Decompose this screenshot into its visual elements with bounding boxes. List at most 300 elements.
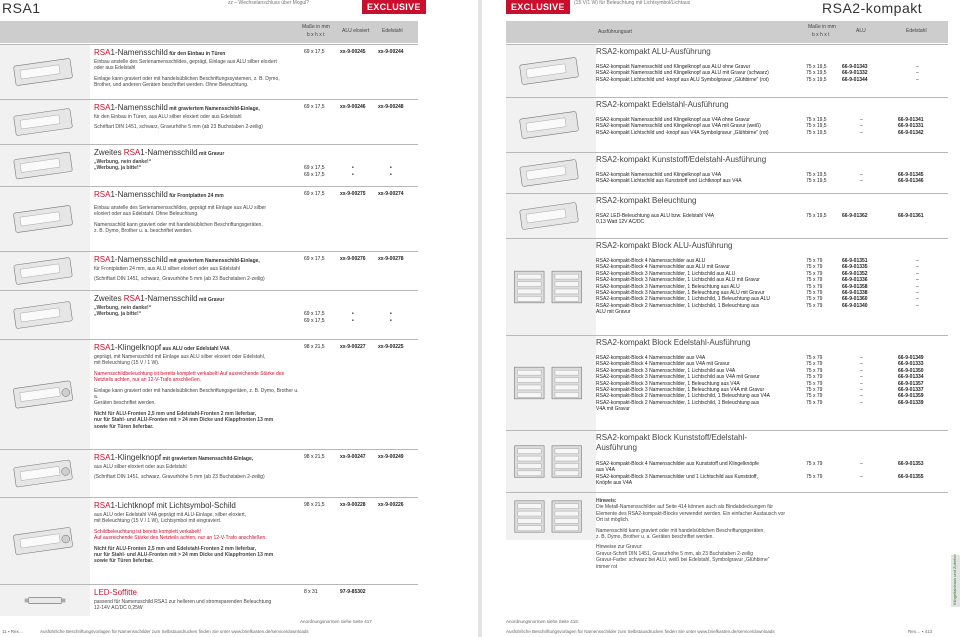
note-line: Gravur-Farbe: schwarz bei ALU, weiß bei Edelstahl, Symbolgravur „Glühbirne“ bbox=[596, 557, 770, 564]
product-image bbox=[506, 239, 596, 335]
footer-page-number: 11 ▪ Rex… bbox=[2, 629, 24, 634]
description-line: für den Einbau in Türen, aus ALU silber eloxiert oder aus Edelstahl bbox=[94, 114, 242, 120]
variant-description: ALU mit Gravur bbox=[596, 309, 631, 316]
note-line: Hinweise zur Gravur: bbox=[596, 544, 643, 551]
title-rest: 1-Namensschild bbox=[140, 294, 198, 303]
dimension-cell: 75 x 79 bbox=[806, 302, 823, 309]
article-number-cell: 66-9-01346 bbox=[898, 178, 924, 185]
description-line: mit Beleuchtung (15 V / 1 W). bbox=[94, 360, 160, 367]
variant-description: RSA2 LED-Beleuchtung aus ALU bzw. Edelstahl V4A bbox=[596, 213, 715, 219]
article-number-cell: 66-9-01337 bbox=[898, 387, 924, 393]
dimension-cell: 75 x 79 bbox=[806, 290, 823, 296]
dimension-cell: 75 x 79 bbox=[806, 277, 823, 284]
footer-note: Anordnungsnormen siehe Seite 418. bbox=[506, 619, 580, 624]
article-number-cell: xx-9-00249 bbox=[378, 454, 404, 460]
section-heading-line2: Ausführung bbox=[596, 443, 637, 452]
title-suffix: mit graviertem Namensschild-Einlage, bbox=[167, 106, 260, 112]
dimension-cell: 98 x 21,5 bbox=[304, 502, 325, 508]
title-prefix: RSA bbox=[94, 255, 111, 264]
article-number-cell: – bbox=[860, 367, 863, 374]
article-number-cell: xx-9-00248 bbox=[378, 104, 404, 110]
variant-description: RSA2-kompakt-Block 4 Namensschilder aus Kunststoff und Klingelknöpfe bbox=[596, 461, 760, 467]
variant-description: RSA2-kompakt-Block 3 Namensschilder, 1 Beleuchtung aus V4A bbox=[596, 380, 740, 387]
variant-description: RSA2-kompakt-Block 4 Namensschilder aus V4A bbox=[596, 355, 706, 361]
variant-description: Knöpfe aus V4A bbox=[596, 480, 633, 487]
product-image bbox=[0, 45, 90, 99]
description-line: aus ALU silber eloxiert oder aus Edelstahl bbox=[94, 464, 187, 470]
description-line: sowie für Türen lieferbar. bbox=[94, 558, 154, 565]
title-suffix: mit Gravur bbox=[197, 297, 225, 303]
product-thumbnail bbox=[0, 187, 90, 251]
product-image bbox=[0, 340, 90, 449]
product-image bbox=[506, 431, 596, 492]
article-number-cell: • bbox=[352, 318, 354, 324]
variant-description: RSA2-kompakt-Block 3 Namensschilder, 1 Beleuchtung aus ALU bbox=[596, 283, 740, 290]
dimension-cell: 75 x 79 bbox=[806, 399, 823, 406]
footer-downloads: Ausführliche Beschriftungsvorlagen für Namensschilder zum Selbstausdrucken finden Sie unter www.briefkasten.de/service/downloads bbox=[506, 629, 775, 634]
title-suffix: mit graviertem Namensschild-Einlage, bbox=[161, 456, 254, 462]
description-line: Einlage kann graviert oder mit handelsüblichen Beschriftungssystemen, z. B. Dymo, bbox=[94, 75, 280, 82]
dimension-cell: 69 x 17,5 bbox=[304, 191, 325, 197]
product-image bbox=[0, 291, 90, 339]
col-edelstahl: Edelstahl bbox=[382, 28, 403, 34]
article-number-cell: 66-9-01341 bbox=[898, 117, 924, 123]
heading-text: RSA2-kompakt Block Edelstahl-Ausführung bbox=[596, 338, 751, 347]
product-title bbox=[94, 103, 302, 114]
article-number-cell: • bbox=[390, 311, 392, 317]
article-number-cell: 66-9-01336 bbox=[842, 277, 868, 284]
dimension-cell: 75 x 79 bbox=[806, 283, 823, 290]
variant-description: RSA2-kompakt-Block 3 Namensschilder, 1 Beleuchtung aus ALU mit Gravur bbox=[596, 290, 765, 296]
variant-description: 0,13 Watt 12V AC/DC bbox=[596, 219, 645, 226]
article-number-cell: – bbox=[860, 393, 863, 400]
dimension-cell: 75 x 19,5 bbox=[806, 123, 827, 130]
footer-note: Anordnungsnormen siehe Seite 417 bbox=[300, 619, 372, 624]
variant-description: RSA2-kompakt-Block 3 Namensschilder, 1 Lichtschild aus ALU bbox=[596, 270, 736, 277]
article-number-cell: xx-9-00247 bbox=[340, 454, 366, 460]
dimension-cell: 98 x 21,5 bbox=[304, 454, 325, 460]
article-number-cell: xx-9-00244 bbox=[378, 49, 404, 55]
header-subtitle: zz – Wechselanschluss über Mogul? bbox=[228, 0, 310, 6]
product-thumbnail bbox=[0, 450, 90, 497]
title-prefix: RSA bbox=[94, 343, 111, 352]
product-description bbox=[94, 501, 302, 565]
section-heading bbox=[596, 100, 729, 110]
title-suffix: für Frontplatten 24 mm bbox=[167, 193, 224, 199]
article-number-cell: 66-9-01334 bbox=[898, 374, 924, 381]
description-line: aus ALU oder Edelstahl V4A geprägt mit ALU-Einlage, silber eloxiert, bbox=[94, 512, 247, 518]
article-number-cell: – bbox=[916, 76, 919, 83]
product-image bbox=[506, 194, 596, 238]
article-number-cell: xx-9-00275 bbox=[340, 191, 366, 197]
dimension-cell: 75 x 19,5 bbox=[806, 117, 827, 123]
title-prefix: Zweites bbox=[94, 148, 124, 157]
article-number-cell: • bbox=[352, 165, 354, 171]
article-number-cell: • bbox=[390, 172, 392, 178]
article-number-cell: 66-9-01335 bbox=[842, 264, 868, 271]
variant-description: RSA2-kompakt Lichtschild und -knopf aus V4A Symbolgravur „Glühbirne“ (rot) bbox=[596, 129, 769, 136]
product-title bbox=[94, 588, 302, 599]
col-ausfuehrungsart: Ausführungsart bbox=[598, 29, 632, 35]
article-number-cell: 66-9-01331 bbox=[898, 123, 924, 130]
variant-description: RSA2-kompakt-Block 3 Namensschilder, 1 Lichtschild aus ALU mit Gravur bbox=[596, 277, 760, 284]
title-prefix: RSA bbox=[94, 103, 111, 112]
dimension-cell: 75 x 19,5 bbox=[806, 213, 827, 219]
product-thumbnail bbox=[506, 194, 596, 238]
footer-page-number: Rex… ▪ 413 bbox=[908, 629, 933, 634]
product-section bbox=[0, 186, 418, 251]
section-heading bbox=[596, 241, 733, 251]
article-number-cell: – bbox=[916, 283, 919, 290]
dimension-cell: 98 x 21,5 bbox=[304, 344, 325, 350]
heading-text: RSA2-kompakt Block ALU-Ausführung bbox=[596, 241, 733, 250]
product-description bbox=[94, 190, 302, 235]
heading-text: RSA2-kompakt Beleuchtung bbox=[596, 196, 697, 205]
note-line: immer rot bbox=[596, 563, 618, 570]
product-description bbox=[94, 255, 302, 283]
dimension-cell: 75 x 79 bbox=[806, 258, 823, 264]
title-prefix: RSA bbox=[94, 48, 111, 57]
article-number-cell: 66-9-01350 bbox=[898, 367, 924, 374]
article-number-cell: 97-9-85302 bbox=[340, 589, 366, 595]
note-line: Gravur-Schrift DIN 1451, Gravurhöhe 5 mm, ab 23 Buchstaben 2-zeilig bbox=[596, 550, 754, 557]
variant-description: RSA2-kompakt-Block 2 Namensschilder, 1 Lichtschild, 1 Beleuchtung aus ALU bbox=[596, 296, 770, 303]
chapter-tab[interactable] bbox=[951, 555, 960, 607]
note-line: Namensschild kann graviert oder mit handelsüblichen Beschriftungsgeräten, bbox=[596, 527, 765, 534]
article-number-cell: – bbox=[860, 374, 863, 381]
product-title bbox=[94, 453, 302, 464]
article-number-cell: – bbox=[860, 399, 863, 406]
article-number-cell: 66-9-01343 bbox=[842, 64, 868, 70]
article-number-cell: 66-9-01352 bbox=[842, 270, 868, 277]
title-brand: RSA bbox=[123, 294, 141, 303]
description-line: Nicht für ALU-Fronten 2,5 mm und Edelstahl-Fronten 2 mm lieferbar, bbox=[94, 410, 257, 417]
article-number-cell: 66-9-01357 bbox=[898, 380, 924, 387]
product-section bbox=[0, 144, 418, 186]
section-heading bbox=[596, 433, 747, 443]
article-number-cell: xx-9-00246 bbox=[340, 104, 366, 110]
variant-description: RSA2-kompakt-Block 4 Namensschilder aus ALU bbox=[596, 258, 706, 264]
product-title bbox=[94, 190, 302, 201]
heading-text: RSA2-kompakt ALU-Ausführung bbox=[596, 47, 711, 56]
article-number-cell: 66-9-01342 bbox=[898, 129, 924, 136]
article-number-cell: • bbox=[352, 311, 354, 317]
article-number-cell: xx-9-00227 bbox=[340, 344, 366, 350]
description-line: Netzteils achten, nur an 12-V-Trafo anschließen. bbox=[94, 377, 202, 384]
article-number-cell: • bbox=[352, 172, 354, 178]
article-number-cell: – bbox=[916, 296, 919, 303]
product-section bbox=[0, 339, 418, 449]
product-thumbnail bbox=[506, 336, 596, 430]
product-section bbox=[506, 335, 948, 430]
variant-description: RSA2-kompakt-Block 2 Namensschilder, 1 Lichtschild, 1 Beleuchtung aus bbox=[596, 302, 760, 309]
product-description bbox=[94, 148, 302, 172]
product-image bbox=[0, 187, 90, 251]
dimension-cell: 75 x 19,5 bbox=[806, 129, 827, 136]
article-number-cell: – bbox=[860, 461, 863, 467]
product-section bbox=[0, 449, 418, 497]
title-prefix: RSA bbox=[94, 453, 111, 462]
title-rest: 1-Lichtknopf mit Lichtsymbol-Schild bbox=[110, 501, 236, 510]
article-number-cell: – bbox=[860, 123, 863, 130]
variant-description: RSA2-kompakt Lichtschild aus Kunststoff und Lichtknopf aus V4A bbox=[596, 178, 742, 185]
product-section bbox=[506, 152, 948, 193]
product-section bbox=[506, 44, 948, 97]
dimension-cell: 75 x 79 bbox=[806, 361, 823, 368]
article-number-cell: 66-9-01361 bbox=[898, 213, 924, 219]
description-line: mit Beleuchtung (15 V / 1 W), Lichtsymbol mit eingraviert. bbox=[94, 518, 222, 525]
product-section bbox=[0, 251, 418, 290]
column-header-bar bbox=[0, 21, 418, 43]
product-description bbox=[94, 294, 302, 318]
article-number-cell: – bbox=[916, 302, 919, 309]
title-prefix: RSA bbox=[94, 501, 111, 510]
product-image bbox=[0, 100, 90, 144]
product-thumbnail bbox=[0, 45, 90, 99]
variant-description: RSA2-kompakt-Block 3 Namensschilder, 1 Lichtschild aus V4A bbox=[596, 367, 736, 374]
article-number-cell: xx-9-00226 bbox=[378, 502, 404, 508]
product-image bbox=[506, 493, 596, 540]
dimension-cell: 75 x 19,5 bbox=[806, 70, 827, 77]
product-section bbox=[0, 497, 418, 584]
product-title bbox=[94, 255, 302, 266]
product-image bbox=[0, 498, 90, 584]
article-number-cell: 66-9-01359 bbox=[898, 393, 924, 400]
article-number-cell: • bbox=[390, 318, 392, 324]
title-prefix: RSA bbox=[94, 190, 111, 199]
title-suffix: mit Gravur bbox=[197, 151, 225, 157]
variant-description: aus V4A bbox=[596, 467, 615, 474]
col-alu: ALU eloxiert bbox=[342, 28, 370, 34]
product-thumbnail bbox=[0, 252, 90, 290]
section-heading bbox=[596, 196, 697, 206]
article-number-cell: – bbox=[916, 258, 919, 264]
product-thumbnail bbox=[506, 239, 596, 335]
product-thumbnail bbox=[0, 291, 90, 339]
variant-description: RSA2-kompakt Lichtschild und -knopf aus ALU Symbolgravur „Glühbirne“ (rot) bbox=[596, 76, 769, 83]
heading-text: RSA2-kompakt Block Kunststoff/Edelstahl- bbox=[596, 433, 748, 442]
section-heading bbox=[596, 47, 711, 57]
article-number-cell: • bbox=[390, 165, 392, 171]
description-line: „Werbung, ja bitte!“ bbox=[94, 165, 142, 172]
product-description bbox=[94, 103, 302, 131]
variant-description: RSA2-kompakt-Block 2 Namensschilder, 1 Lichtschild, 1 Beleuchtung aus bbox=[596, 399, 760, 406]
note-line: Ort ist möglich. bbox=[596, 517, 630, 524]
dimension-cell: 75 x 19,5 bbox=[806, 76, 827, 83]
article-number-cell: – bbox=[916, 270, 919, 277]
description-line: Einbau anstelle des Serienamensschildes, geprägt mit Einlage aus ALU silber bbox=[94, 205, 267, 211]
title-rest: 1-Namensschild bbox=[110, 255, 168, 264]
article-number-cell: – bbox=[916, 70, 919, 77]
page-title: RSA2-kompakt bbox=[822, 0, 923, 16]
article-number-cell: – bbox=[860, 178, 863, 185]
article-number-cell: 66-9-01344 bbox=[842, 76, 868, 83]
col-edelstahl: Edelstahl bbox=[906, 28, 927, 34]
product-section bbox=[506, 193, 948, 238]
article-number-cell: 66-9-01353 bbox=[898, 461, 924, 467]
dimension-cell: 75 x 79 bbox=[806, 387, 823, 393]
product-section bbox=[0, 44, 418, 99]
dimension-cell: 75 x 79 bbox=[806, 461, 823, 467]
article-number-cell: – bbox=[916, 264, 919, 271]
product-description bbox=[94, 453, 302, 481]
variant-description: RSA2-kompakt Namensschild und Klingelknopf aus ALU ohne Gravur bbox=[596, 64, 751, 70]
variant-description: RSA2-kompakt-Block 3 Namensschilder und 1 Lichtschild aus Kunststoff, bbox=[596, 473, 758, 480]
description-line: oder aus Edelstahl bbox=[94, 65, 136, 72]
variant-description: RSA2-kompakt Namensschild und Klingelknopf aus V4A bbox=[596, 172, 722, 178]
article-number-cell: 66-9-01351 bbox=[842, 258, 868, 264]
article-number-cell: 66-9-01349 bbox=[898, 355, 924, 361]
description-line: Namensschildbeleuchtung ist bereits komplett verkabelt! Auf ausreichende Stärke des bbox=[94, 370, 285, 377]
product-section bbox=[0, 290, 418, 339]
product-title bbox=[94, 343, 302, 354]
article-number-cell: – bbox=[916, 64, 919, 70]
product-section bbox=[506, 430, 948, 492]
article-number-cell: 66-9-01332 bbox=[842, 70, 868, 77]
product-thumbnail bbox=[506, 45, 596, 97]
product-description bbox=[94, 588, 302, 612]
product-image bbox=[506, 153, 596, 193]
title-rest: 1-Klingelknopf bbox=[110, 343, 162, 352]
product-image bbox=[0, 450, 90, 497]
title-rest: 1-Namensschild bbox=[110, 190, 168, 199]
description-line: Namensschild kann graviert oder mit handelsüblichen Beschriftungsgeräten, bbox=[94, 221, 263, 228]
note-line: Die Metall-Namensschilder auf Seite 414 können auch als Bindabdeckungen für bbox=[596, 504, 774, 511]
heading-text: RSA2-kompakt Edelstahl-Ausführung bbox=[596, 100, 729, 109]
article-number-cell: xx-9-00276 bbox=[340, 256, 366, 262]
dimension-cell: 69 x 17,5 bbox=[304, 318, 325, 324]
title-rest: 1-Namensschild bbox=[110, 103, 168, 112]
article-number-cell: 66-9-01358 bbox=[842, 283, 868, 290]
dimension-cell: 75 x 19,5 bbox=[806, 178, 827, 185]
description-line: „Werbung, nein danke!“ bbox=[94, 305, 152, 311]
dimension-cell: 69 x 17,5 bbox=[304, 256, 325, 262]
article-number-cell: xx-9-00228 bbox=[340, 502, 366, 508]
dimension-cell: 75 x 79 bbox=[806, 374, 823, 381]
description-line: Schildbeleuchtung ist bereits komplett verkabelt! bbox=[94, 528, 202, 535]
section-heading bbox=[596, 338, 750, 348]
title-rest: 1-Klingelknopf bbox=[110, 453, 162, 462]
variant-description: RSA2-kompakt-Block 4 Namensschilder aus V4A mit Gravur bbox=[596, 361, 730, 368]
variant-description: RSA2-kompakt-Block 3 Namensschilder, 1 Beleuchtung aus V4A mit Gravur bbox=[596, 387, 765, 393]
title-suffix: mit graviertem Namensschild-Einlage, bbox=[167, 258, 260, 264]
footer-downloads: Ausführliche Beschriftungsvorlagen für Namensschilder zum Selbstausdrucken finden Sie unter www.briefkasten.de/service/downloads bbox=[40, 629, 309, 634]
dimension-cell: 75 x 79 bbox=[806, 296, 823, 303]
col-mass: Maße in mm bbox=[808, 24, 836, 30]
title-prefix: LED-Soffitte bbox=[94, 588, 137, 597]
title-prefix: Zweites bbox=[94, 294, 124, 303]
product-thumbnail bbox=[506, 98, 596, 152]
article-number-cell: – bbox=[860, 129, 863, 136]
title-brand: RSA bbox=[123, 148, 141, 157]
description-line: (Schriftart DIN 1451, schwarz, Gravurhöhe 5 mm (ab 23 Buchstaben 2-zeilig) bbox=[94, 474, 265, 481]
description-line: Brother, und anderen Geräten beschriftet werden. Ohne Beleuchtung. bbox=[94, 82, 249, 89]
header-subtitle: (15 V/1 W) für Beleuchtung mit Lichtsymbol/Lichtaus bbox=[574, 0, 691, 6]
product-section bbox=[506, 238, 948, 335]
article-number-cell: 66-9-01333 bbox=[898, 361, 924, 368]
article-number-cell: – bbox=[860, 117, 863, 123]
col-bhxhxt: b x h x t bbox=[812, 32, 830, 38]
dimension-cell: 69 x 17,5 bbox=[304, 104, 325, 110]
heading-text: RSA2-kompakt Kunststoff/Edelstahl-Ausführung bbox=[596, 155, 767, 164]
article-number-cell: 66-9-01355 bbox=[898, 473, 924, 480]
article-number-cell: – bbox=[860, 380, 863, 387]
variant-description: RSA2-kompakt-Block 4 Namensschilder aus ALU mit Gravur bbox=[596, 264, 730, 271]
product-thumbnail bbox=[0, 340, 90, 449]
description-line: (Schriftart DIN 1451, schwarz, Gravurhöhe 5 mm (ab 23 Buchstaben 2-zeilig) bbox=[94, 276, 265, 283]
product-section bbox=[0, 99, 418, 144]
article-number-cell: xx-9-00245 bbox=[340, 49, 366, 55]
dimension-cell: 69 x 17,5 bbox=[304, 165, 325, 171]
description-line: „Werbung, nein danke!“ bbox=[94, 159, 152, 165]
article-number-cell: xx-9-00225 bbox=[378, 344, 404, 350]
description-line: sowie für Türen lieferbar. bbox=[94, 423, 154, 430]
product-title bbox=[94, 148, 302, 159]
title-rest: 1-Namensschild bbox=[110, 48, 168, 57]
dimension-cell: 8 x 31 bbox=[304, 589, 318, 595]
column-header-bar bbox=[506, 21, 948, 43]
dimension-cell: 75 x 19,5 bbox=[806, 172, 827, 178]
exclusive-badge: EXCLUSIVE bbox=[506, 0, 570, 14]
product-description bbox=[94, 343, 302, 430]
product-image bbox=[506, 98, 596, 152]
description-line: Schriftart DIN 1451, schwarz, Gravurhöhe 5 mm (ab 23 Buchstaben 2-zeilig) bbox=[94, 124, 263, 131]
note-line: Elemente des RSA2-kompakt-Blocks verwendet werden. Ein einfacher Austausch vor bbox=[596, 510, 785, 517]
note-line: Hinweis: bbox=[596, 498, 617, 504]
variant-description: RSA2-kompakt-Block 3 Namensschilder, 1 Lichtschild aus V4A mit Gravur bbox=[596, 374, 760, 381]
dimension-cell: 75 x 79 bbox=[806, 270, 823, 277]
article-number-cell: 66-9-01362 bbox=[842, 213, 868, 219]
page-left bbox=[0, 0, 478, 637]
description-line: Einbau anstelle des Serienamensschildes, geprägt, Einlage aus ALU silber eloxiert bbox=[94, 59, 277, 65]
notes-block bbox=[596, 498, 826, 570]
variant-description: RSA2-kompakt Namensschild und Klingelknopf aus V4A ohne Gravur bbox=[596, 117, 750, 123]
article-number-cell: – bbox=[860, 473, 863, 480]
article-number-cell: – bbox=[916, 290, 919, 296]
product-thumbnail bbox=[506, 431, 596, 492]
product-image bbox=[0, 252, 90, 290]
product-thumbnail bbox=[0, 585, 90, 616]
dimension-cell: 75 x 79 bbox=[806, 367, 823, 374]
article-number-cell: 66-9-01345 bbox=[898, 172, 924, 178]
description-line: geprägt, mit Namensschild mit Einlage aus ALU silber eloxiert oder Edelstahl, bbox=[94, 354, 266, 360]
product-thumbnail bbox=[506, 493, 596, 540]
description-line: 12-14V AC/DC 0,25W bbox=[94, 605, 143, 612]
description-line: Auf ausreichende Stärke des Netzteils achten, nur an 12-V-Trafo anschließen. bbox=[94, 535, 267, 542]
article-number-cell: 66-9-01338 bbox=[842, 290, 868, 296]
dimension-cell: 75 x 79 bbox=[806, 473, 823, 480]
description-line: für Frontplatten 24 mm, aus ALU silber eloxiert oder aus Edelstahl bbox=[94, 266, 240, 272]
chapter-tab-label: Klingeltableaus und Zubehör bbox=[952, 554, 957, 605]
variant-description: RSA2-kompakt-Block 2 Namensschilder, 1 Lichtschild, 1 Beleuchtung aus V4A bbox=[596, 393, 770, 400]
description-line: „Werbung, ja bitte!“ bbox=[94, 311, 142, 318]
article-number-cell: – bbox=[916, 277, 919, 284]
col-bhxhxt: b x h x t bbox=[307, 32, 325, 38]
col-alu: ALU bbox=[856, 28, 866, 34]
article-number-cell: 66-9-01360 bbox=[842, 296, 868, 303]
product-image bbox=[0, 585, 90, 616]
product-thumbnail bbox=[0, 100, 90, 144]
dimension-cell: 69 x 17,5 bbox=[304, 311, 325, 317]
title-rest: 1-Namensschild bbox=[140, 148, 198, 157]
product-title bbox=[94, 501, 302, 512]
variant-description: V4A mit Gravur bbox=[596, 406, 630, 413]
variant-description: RSA2-kompakt Namensschild und Klingelknopf aus ALU mit Gravur (schwarz) bbox=[596, 70, 769, 77]
product-image bbox=[506, 45, 596, 97]
description-line: eloxiert oder aus Edelstahl. Ohne Beleuchtung. bbox=[94, 211, 199, 218]
description-line: nur für Stahl- und ALU-Fronten mit > 24 mm Dicke und Klappfronten 13 mm bbox=[94, 417, 274, 424]
description-line: z. B. Dymo, Brother u. a. beschriftet werden. bbox=[94, 228, 193, 235]
